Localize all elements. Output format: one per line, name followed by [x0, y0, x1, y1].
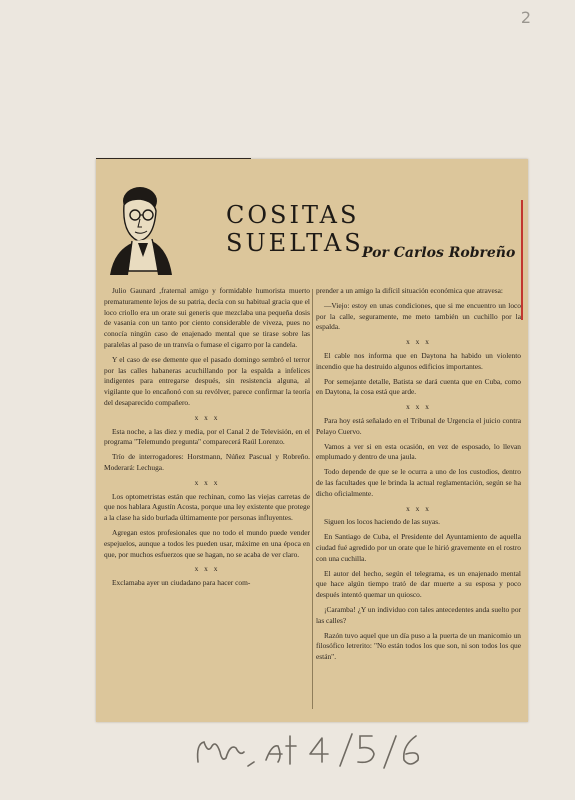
- article-headline: COSITAS SUELTAS: [226, 201, 364, 258]
- author-portrait-icon: [102, 171, 174, 275]
- paragraph: Todo depende de que se le ocurra a uno de los custodios, dentro de las facultades que le brinda la actual reglamentación, según se ha dicho oficialmente.: [316, 467, 521, 498]
- paragraph: Exclamaba ayer un ciudadano para hacer com-: [112, 578, 251, 588]
- paragraph: Y el caso de ese demente que el pasado domingo sembró el terror por las calles habaneras acuchillando por la espalda a infelices indigentes para entregarse después, sin resistencia alguna, al vigilante que lo encañonó con su revólver, parece confirmar la teoría del desaparecido compañero.: [104, 354, 310, 407]
- paragraph: ¡Caramba! ¿Y un individuo con tales antecedentes anda suelto por las calles?: [316, 604, 521, 625]
- paragraph: En Santiago de Cuba, el Presidente del Ayuntamiento de aquella ciudad fué agredido por un orate que le hirió gravemente en el rostro con una cuchilla.: [316, 532, 521, 563]
- section-separator: x x x: [194, 564, 220, 574]
- paragraph: Esta noche, a las diez y media, por el Canal 2 de Televisión, en el programa "Telemundo pregunta" comparecerá Raúl Lorenzo.: [104, 426, 310, 447]
- page-number: 2: [520, 8, 531, 27]
- section-separator: x x x: [194, 477, 220, 487]
- paragraph: El autor del hecho, según el telegrama, es un enajenado mental que hace algún tiempo trató de dar muerte a su esposa y poco después intentó quemar un quiosco.: [316, 568, 521, 600]
- paragraph: Para hoy está señalado en el Tribunal de Urgencia el juicio contra Pelayo Cuervo.: [316, 415, 521, 436]
- newspaper-clipping: [96, 159, 528, 722]
- paragraph: El cable nos informa que en Daytona ha habido un violento incendio que ha destruido algunos edificios importantes.: [316, 350, 521, 371]
- red-margin-mark: [521, 200, 523, 320]
- handwritten-note: [190, 722, 430, 782]
- article-right-column: [316, 286, 521, 667]
- paragraph: Agregan estos profesionales que no todo el mundo puede vender espejuelos, aunque a todos les pueden usar, máxime en una época en que, por muchos esfuerzos que se hagan, no se acaba de ver claro.: [104, 527, 310, 559]
- paragraph: Siguen los locos haciendo de las suyas.: [324, 517, 440, 527]
- section-separator: x x x: [406, 503, 431, 513]
- article-left-column: [104, 286, 310, 593]
- section-separator: x x x: [406, 402, 431, 412]
- column-divider: [312, 289, 313, 709]
- paragraph: Razón tuvo aquel que un día puso a la puerta de un manicomio un filosófico letrerito: "No están todos los que son, ni son todos los que están".: [316, 630, 521, 662]
- paragraph: Los optometristas están que rechinan, como las viejas carretas de que nos hablara Agustín Acosta, porque una ley existente que protege a la clase ha sido burlada últimamente por personas influyentes.: [104, 491, 310, 523]
- section-separator: x x x: [194, 412, 220, 422]
- paragraph: Vamos a ver si en esta ocasión, en vez de esposado, lo llevan emplumado y dentro de una jaula.: [316, 441, 521, 462]
- paragraph: —Viejo: estoy en unas condiciones, que si me encuentro un loco por la calle, seguramente, me meto también un cuchillo por la espalda.: [316, 300, 521, 332]
- paragraph: prender a un amigo la difícil situación económica que atravesa:: [316, 286, 503, 295]
- paragraph: Trío de interrogadores: Horstmann, Núñez Pascual y Robreño. Moderará: Lechuga.: [104, 452, 310, 472]
- section-separator: x x x: [406, 337, 431, 347]
- paragraph: Julio Gaunard ,fraternal amigo y formidable humorista muerto prematuramente lejos de su patria, decía con su habitual gracia que el loco criollo era un orate sui generis que mezclaba una pequeña dosis de vasania con un tanto por ciento considerable de viveza, pues no conocía ningún caso de enajenado mental que se tirase sobre las paralelas al paso de un tranvía o fumase el cigarro por la candela.: [104, 286, 310, 349]
- article-byline: Por Carlos Robreño: [362, 245, 516, 261]
- paragraph: Por semejante detalle, Batista se dará cuenta que en Cuba, como en Daytona, la cosa está que arde.: [316, 376, 521, 397]
